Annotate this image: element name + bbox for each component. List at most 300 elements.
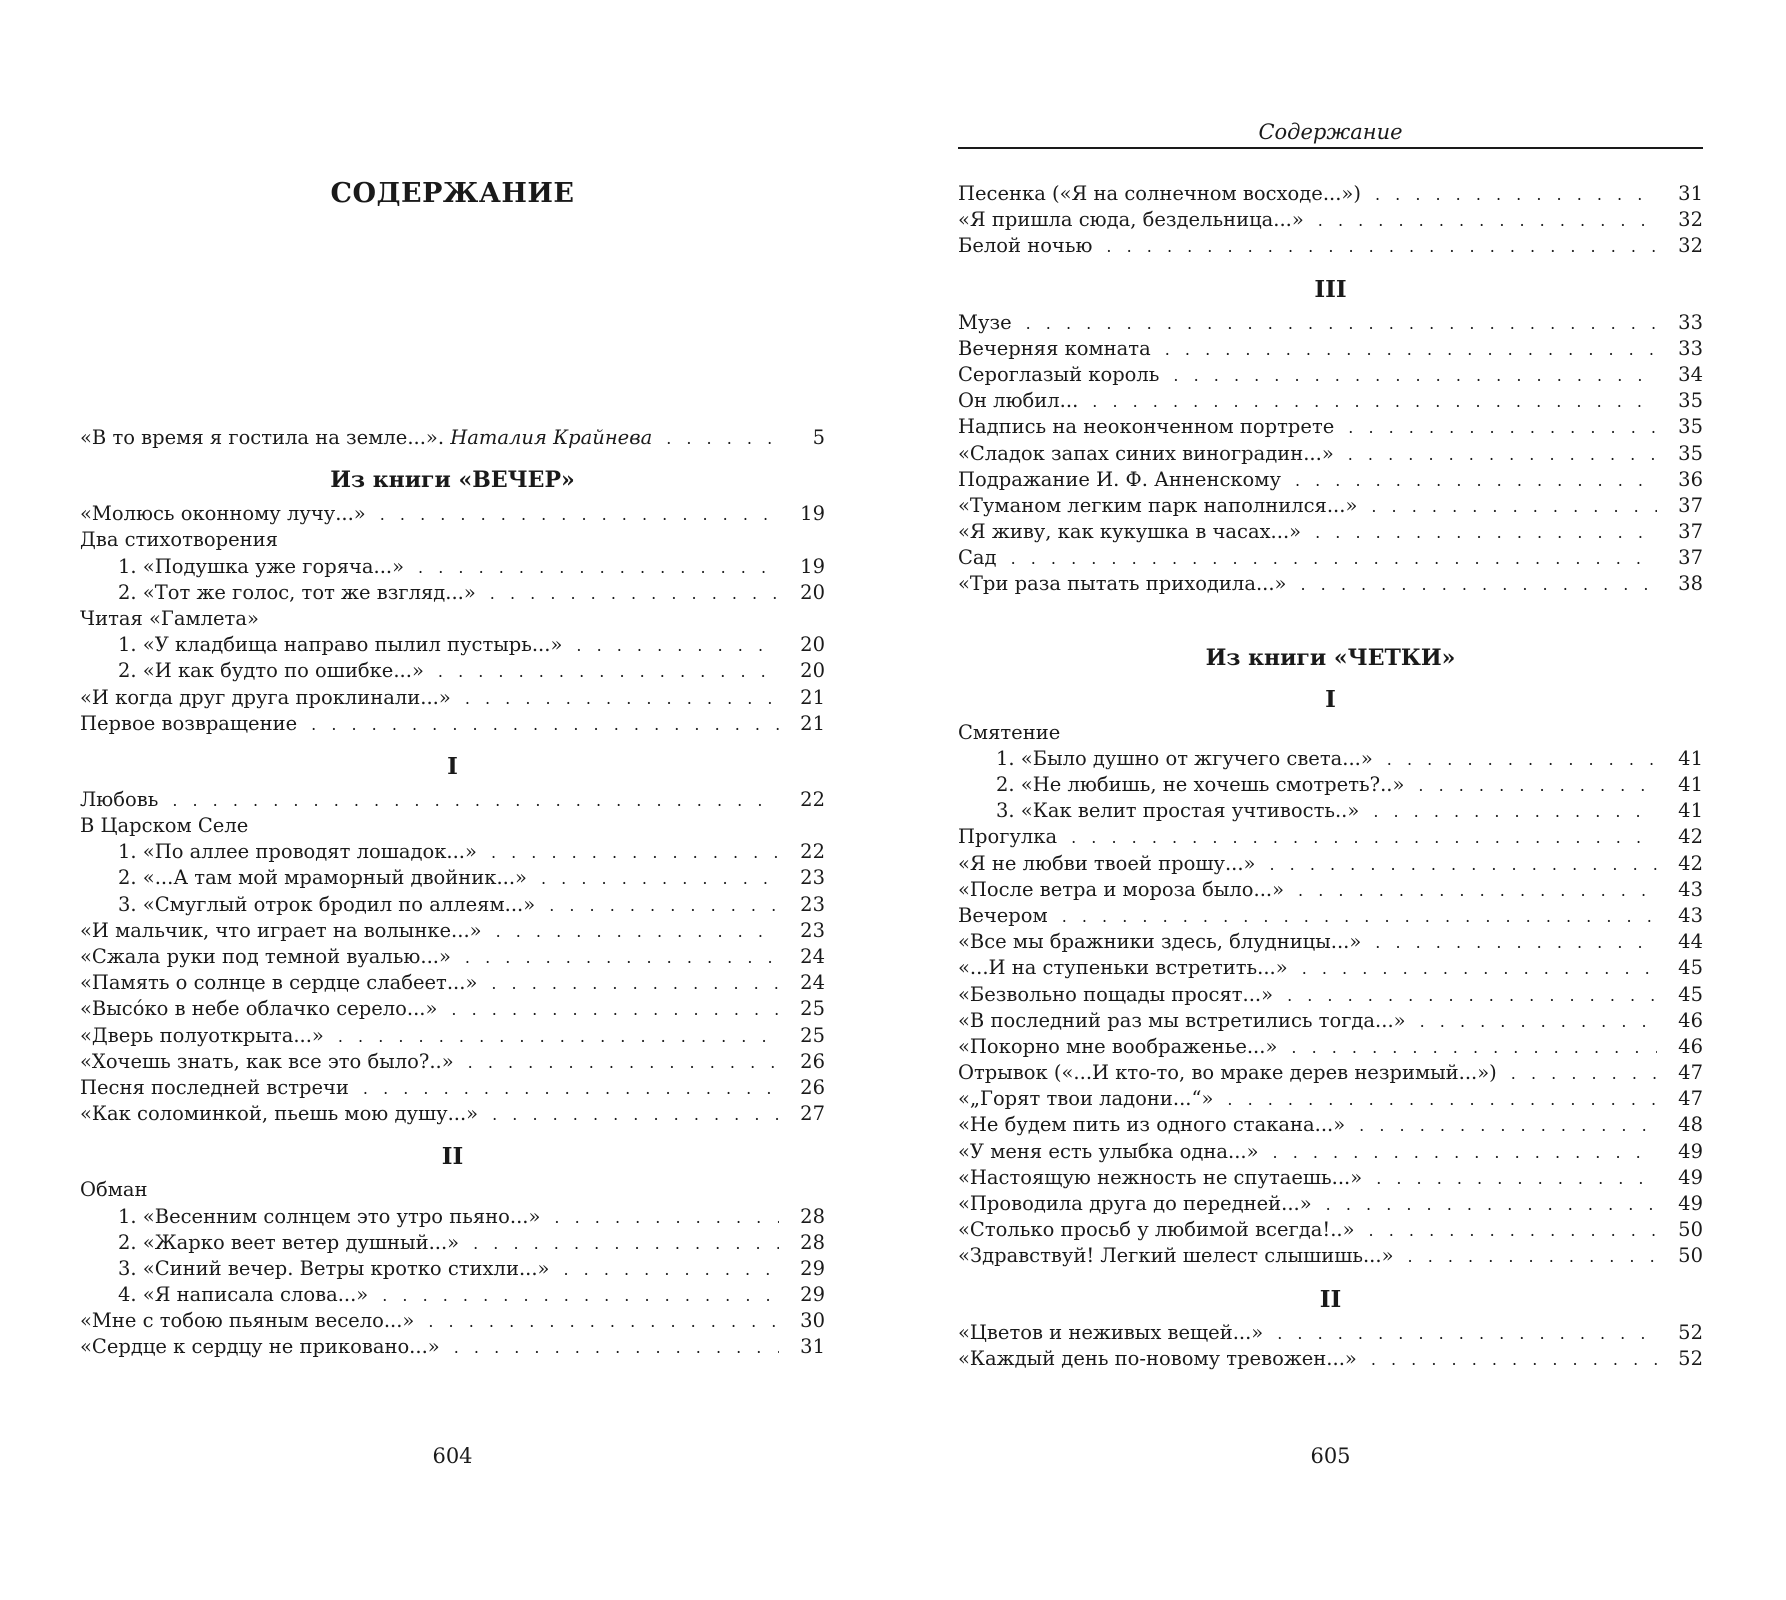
entry-title xyxy=(958,1217,1355,1243)
entry-title-text: «После ветра и мороза было...» xyxy=(958,877,1285,901)
dot-leader xyxy=(438,659,779,685)
toc-entry xyxy=(80,501,825,527)
dot-leader xyxy=(490,581,779,607)
toc-entry xyxy=(958,798,1703,824)
entry-title-text: Он любил... xyxy=(958,389,1079,413)
entry-page-number: 42 xyxy=(1678,851,1703,875)
entry-title-text: Смятение xyxy=(958,720,1061,744)
toc-entry xyxy=(958,772,1703,798)
entry-title xyxy=(958,467,1281,493)
toc-entry xyxy=(80,1023,825,1049)
entry-title xyxy=(958,233,1092,259)
entry-title xyxy=(80,1308,414,1334)
toc-entry xyxy=(958,1034,1703,1060)
entry-title-text: Сад xyxy=(958,546,997,570)
dot-leader xyxy=(172,788,779,814)
entry-page-number: 22 xyxy=(800,840,825,864)
entry-page-number: 33 xyxy=(1678,310,1703,334)
entry-title xyxy=(958,310,1012,336)
entry-page-number: 36 xyxy=(1678,467,1703,491)
entry-title xyxy=(958,1320,1263,1346)
dot-leader xyxy=(1269,852,1657,878)
entry-page-number: 35 xyxy=(1678,415,1703,439)
entry-title-text: Прогулка xyxy=(958,825,1058,849)
dot-leader xyxy=(491,840,779,866)
dot-leader xyxy=(1511,1061,1657,1087)
toc-entry xyxy=(80,1282,825,1308)
toc-entry xyxy=(80,944,825,970)
dot-leader xyxy=(491,971,779,997)
toc-group-heading xyxy=(80,1177,825,1203)
entry-title xyxy=(958,181,1361,207)
entry-page-number: 26 xyxy=(800,1075,825,1099)
section-heading: Из книги «ВЕЧЕР» xyxy=(330,467,575,494)
entry-title xyxy=(80,606,259,632)
dot-leader xyxy=(1277,1321,1657,1347)
entry-page-number: 45 xyxy=(1678,956,1703,980)
toc-entry xyxy=(958,824,1703,850)
entry-title-text: 3. «Как велит простая учтивость..» xyxy=(996,799,1360,823)
entry-title-text: Песня последней встречи xyxy=(80,1075,349,1099)
entry-title-text: 1. «По аллее проводят лошадок...» xyxy=(118,840,477,864)
entry-title-text: «Как соломинкой, пьешь мою душу...» xyxy=(80,1102,479,1126)
entry-title-text: «Проводила друга до передней...» xyxy=(958,1192,1312,1215)
entry-title xyxy=(80,1101,478,1127)
entry-title xyxy=(80,970,477,996)
entry-page-number: 46 xyxy=(1678,1008,1703,1032)
entry-title-text: «Хочешь знать, как все это было?..» xyxy=(80,1049,454,1073)
entry-title xyxy=(958,1112,1345,1138)
toc-entry xyxy=(958,467,1703,493)
entry-title-text: 3. «Смуглый отрок бродил по аллеям...» xyxy=(118,892,536,916)
entry-title-text: 3. «Синий вечер. Ветры кротко стихли...» xyxy=(118,1256,550,1280)
entry-page-number: 50 xyxy=(1678,1244,1703,1268)
entry-title-text: «Безвольно пощады просят...» xyxy=(958,982,1274,1006)
entry-title xyxy=(958,903,1048,929)
toc-entry xyxy=(80,1101,825,1127)
entry-page-number: 41 xyxy=(1678,746,1703,770)
entry-author: Наталия Крайнева xyxy=(450,426,653,449)
entry-title-text: «Каждый день по-новому тревожен...» xyxy=(958,1346,1357,1370)
toc-entry xyxy=(958,1165,1703,1191)
toc-entry xyxy=(80,685,825,711)
entry-title xyxy=(958,929,1361,955)
entry-page-number: 21 xyxy=(800,711,825,735)
header-rule xyxy=(958,147,1703,149)
entry-page-number: 34 xyxy=(1678,362,1703,386)
entry-title xyxy=(118,1204,540,1230)
entry-title xyxy=(80,1075,349,1101)
entry-title xyxy=(958,545,997,571)
entry-title-text: 2. «Тот же голос, тот же взгляд...» xyxy=(118,580,476,604)
dot-leader xyxy=(1371,494,1657,520)
entry-page-number: 44 xyxy=(1678,930,1703,954)
dot-leader xyxy=(418,555,779,581)
entry-title xyxy=(80,1049,454,1075)
dot-leader xyxy=(1092,389,1657,415)
dot-leader xyxy=(1165,337,1657,363)
entry-title xyxy=(80,527,278,553)
dot-leader xyxy=(549,893,779,919)
entry-page-number: 24 xyxy=(800,971,825,995)
dot-leader xyxy=(1348,442,1657,468)
entry-title xyxy=(118,1256,549,1282)
entry-title-text: 2. «...А там мой мраморный двойник...» xyxy=(118,866,527,890)
dot-leader xyxy=(1373,799,1657,825)
entry-title xyxy=(958,955,1288,981)
entry-page-number: 42 xyxy=(1678,825,1703,849)
toc-entry xyxy=(80,554,825,580)
section-heading: I xyxy=(447,752,458,780)
entry-page-number: 20 xyxy=(800,633,825,657)
toc-entry xyxy=(958,955,1703,981)
toc-entry xyxy=(80,865,825,891)
entry-page-number: 37 xyxy=(1678,493,1703,517)
entry-page-number: 20 xyxy=(800,659,825,683)
dot-leader xyxy=(451,997,779,1023)
entry-title-text: «Я живу, как кукушка в часах...» xyxy=(958,520,1302,544)
entry-title-text: «Сладок запах синих виноградин...» xyxy=(958,441,1334,465)
toc-entry xyxy=(80,918,825,944)
entry-title xyxy=(958,720,1060,746)
toc-entry xyxy=(958,1346,1703,1372)
toc-group-heading xyxy=(80,527,825,553)
dot-leader xyxy=(1408,1244,1657,1270)
entry-page-number: 37 xyxy=(1678,520,1703,544)
entry-title xyxy=(118,865,527,891)
entry-title xyxy=(118,632,562,658)
entry-title-text: «Высóко в небе облачко серело...» xyxy=(80,997,438,1021)
entry-page-number: 20 xyxy=(800,580,825,604)
entry-title-text: 1. «У кладбища направо пылил пустырь...» xyxy=(118,633,563,657)
dot-leader xyxy=(1376,1166,1657,1192)
entry-title-text: В Царском Селе xyxy=(80,814,249,838)
entry-page-number: 22 xyxy=(800,787,825,811)
dot-leader xyxy=(1420,1009,1657,1035)
dot-leader xyxy=(1071,825,1657,851)
entry-title xyxy=(958,362,1159,388)
toc-entry xyxy=(80,839,825,865)
entry-page-number: 19 xyxy=(800,554,825,578)
entry-title xyxy=(80,425,652,451)
toc-entry xyxy=(958,1086,1703,1112)
toc-entry xyxy=(80,632,825,658)
entry-title xyxy=(958,1243,1394,1269)
entry-title-text: Отрывок («...И кто-то, во мраке дерев незримый...») xyxy=(958,1061,1497,1085)
toc-entry xyxy=(958,851,1703,877)
entry-title-text: Музе xyxy=(958,310,1012,334)
entry-page-number: 47 xyxy=(1678,1061,1703,1085)
toc-entry xyxy=(80,1256,825,1282)
entry-title xyxy=(80,1023,324,1049)
toc-entry xyxy=(80,970,825,996)
entry-page-number: 33 xyxy=(1678,336,1703,360)
entry-title xyxy=(118,1230,459,1256)
dot-leader xyxy=(465,686,779,712)
entry-page-number: 5 xyxy=(812,426,825,449)
toc-entry xyxy=(80,1308,825,1334)
entry-page-number: 32 xyxy=(1678,208,1703,232)
entry-title-text: «Цветов и неживых вещей...» xyxy=(958,1320,1264,1344)
entry-title-text: «Столько просьб у любимой всегда!..» xyxy=(958,1218,1355,1242)
entry-title xyxy=(958,519,1301,545)
section-heading: Из книги «ЧЕТКИ» xyxy=(1205,644,1456,671)
toc-entry xyxy=(958,1217,1703,1243)
toc-entry xyxy=(958,1060,1703,1086)
entry-page-number: 43 xyxy=(1678,903,1703,927)
entry-page-number: 29 xyxy=(800,1256,825,1280)
entry-title xyxy=(958,1034,1277,1060)
entry-title xyxy=(80,685,451,711)
page-number-left: 604 xyxy=(432,1444,473,1468)
toc-entry xyxy=(80,996,825,1022)
toc-entry xyxy=(958,441,1703,467)
entry-title-text: «В то время я гостила на земле...». xyxy=(80,426,445,449)
entry-title-text: Вечерняя комната xyxy=(958,336,1151,360)
entry-page-number: 41 xyxy=(1678,799,1703,823)
entry-title xyxy=(118,839,477,865)
entry-title xyxy=(996,798,1359,824)
entry-title xyxy=(118,1282,368,1308)
entry-title xyxy=(118,892,535,918)
section-heading: II xyxy=(441,1143,464,1171)
entry-page-number: 28 xyxy=(800,1204,825,1228)
toc-entry xyxy=(958,571,1703,597)
dot-leader xyxy=(465,945,779,971)
entry-title-text: «Все мы бражники здесь, блудницы...» xyxy=(958,930,1362,954)
dot-leader xyxy=(338,1024,779,1050)
toc-entry xyxy=(958,982,1703,1008)
dot-leader xyxy=(1375,182,1657,208)
dot-leader xyxy=(1359,1113,1657,1139)
entry-page-number: 29 xyxy=(800,1283,825,1307)
entry-title-text: Надпись на неоконченном портрете xyxy=(958,415,1335,439)
entry-title-text: Два стихотворения xyxy=(80,528,278,552)
toc-entry xyxy=(80,1204,825,1230)
contents-title: СОДЕРЖАНИЕ xyxy=(330,178,575,209)
entry-title-text: «У меня есть улыбка одна...» xyxy=(958,1139,1259,1163)
entry-title xyxy=(118,554,404,580)
entry-title-text: Песенка («Я на солнечном восходе...») xyxy=(958,182,1361,205)
toc-group-heading xyxy=(80,606,825,632)
entry-title xyxy=(958,1008,1406,1034)
entry-title-text: «Не будем пить из одного стакана...» xyxy=(958,1113,1346,1137)
entry-page-number: 19 xyxy=(800,502,825,526)
toc-entry xyxy=(80,1230,825,1256)
entry-title xyxy=(958,982,1273,1008)
dot-leader xyxy=(576,633,779,659)
entry-title xyxy=(958,336,1151,362)
dot-leader xyxy=(363,1076,779,1102)
dot-leader xyxy=(380,502,779,528)
toc-entry xyxy=(80,425,825,451)
entry-title xyxy=(80,918,482,944)
entry-title-text: «Я не любви твоей прошу...» xyxy=(958,851,1256,875)
toc-entry xyxy=(80,658,825,684)
entry-title xyxy=(958,1139,1259,1165)
entry-title xyxy=(80,813,248,839)
entry-page-number: 49 xyxy=(1678,1139,1703,1163)
dot-leader xyxy=(1369,1218,1657,1244)
right-page xyxy=(958,0,1703,1600)
entry-title-text: «В последний раз мы встретились тогда...» xyxy=(958,1008,1406,1032)
toc-entry xyxy=(958,388,1703,414)
dot-leader xyxy=(1011,546,1657,572)
entry-page-number: 31 xyxy=(1678,182,1703,205)
dot-leader xyxy=(382,1283,779,1309)
toc-entry xyxy=(958,1191,1703,1217)
toc-entry xyxy=(80,580,825,606)
dot-leader xyxy=(473,1231,779,1257)
entry-title-text: 1. «Весенним солнцем это утро пьяно...» xyxy=(118,1204,541,1228)
section-heading: I xyxy=(1325,685,1336,713)
entry-title-text: «Покорно мне воображенье...» xyxy=(958,1034,1278,1058)
entry-page-number: 25 xyxy=(800,1023,825,1047)
dot-leader xyxy=(1026,311,1657,337)
entry-title xyxy=(958,571,1286,597)
entry-title-text: 2. «Жарко веет ветер душный...» xyxy=(118,1230,460,1254)
toc-entry xyxy=(80,1049,825,1075)
entry-title xyxy=(80,1334,440,1360)
entry-title xyxy=(958,851,1255,877)
section-heading: III xyxy=(1314,275,1347,303)
toc-entry xyxy=(80,711,825,737)
toc-entry xyxy=(958,545,1703,571)
dot-leader xyxy=(428,1309,779,1335)
entry-title-text: Сероглазый король xyxy=(958,362,1160,386)
entry-title xyxy=(958,824,1057,850)
dot-leader xyxy=(492,1102,779,1128)
dot-leader xyxy=(541,866,779,892)
entry-title xyxy=(958,1086,1213,1112)
entry-title xyxy=(958,1165,1362,1191)
entry-title-text: 2. «И как будто по ошибке...» xyxy=(118,659,424,683)
entry-title-text: Белой ночью xyxy=(958,234,1093,258)
dot-leader xyxy=(1387,747,1657,773)
entry-page-number: 25 xyxy=(800,997,825,1021)
entry-title xyxy=(80,1177,148,1203)
entry-title xyxy=(958,877,1284,903)
dot-leader xyxy=(1295,468,1657,494)
toc-entry xyxy=(80,1075,825,1101)
entry-title-text: Любовь xyxy=(80,787,159,811)
entry-title xyxy=(80,996,437,1022)
entry-page-number: 47 xyxy=(1678,1087,1703,1111)
entry-title xyxy=(958,388,1078,414)
dot-leader xyxy=(1300,572,1657,598)
toc-entry xyxy=(958,877,1703,903)
entry-page-number: 23 xyxy=(800,892,825,916)
entry-title-text: «...И на ступеньки встретить...» xyxy=(958,956,1288,980)
dot-leader xyxy=(1418,773,1657,799)
entry-title-text: «Дверь полуоткрыта...» xyxy=(80,1023,324,1047)
entry-page-number: 23 xyxy=(800,866,825,890)
entry-title xyxy=(80,787,158,813)
toc-entry xyxy=(958,493,1703,519)
entry-title-text: 1. «Подушка уже горяча...» xyxy=(118,554,405,578)
toc-group-heading xyxy=(958,720,1703,746)
dot-leader xyxy=(1318,208,1657,234)
dot-leader xyxy=(311,712,779,738)
section-heading: II xyxy=(1319,1285,1342,1313)
toc-entry xyxy=(958,233,1703,259)
toc-entry xyxy=(80,787,825,813)
entry-title-text: Первое возвращение xyxy=(80,711,298,735)
entry-title-text: «И когда друг друга проклинали...» xyxy=(80,685,451,709)
entry-page-number: 41 xyxy=(1678,773,1703,796)
dot-leader xyxy=(563,1257,779,1283)
entry-page-number: 35 xyxy=(1678,441,1703,465)
entry-title xyxy=(958,493,1357,519)
toc-entry xyxy=(958,903,1703,929)
dot-leader xyxy=(1291,1035,1657,1061)
entry-page-number: 24 xyxy=(800,945,825,968)
entry-title-text: «Я пришла сюда, бездельница...» xyxy=(958,208,1304,232)
toc-entry xyxy=(958,1112,1703,1138)
toc-entry xyxy=(958,519,1703,545)
entry-title xyxy=(958,441,1334,467)
toc-entry xyxy=(80,892,825,918)
entry-page-number: 49 xyxy=(1678,1165,1703,1189)
entry-title-text: «И мальчик, что играет на волынке...» xyxy=(80,918,482,942)
dot-leader xyxy=(468,1050,779,1076)
entry-page-number: 50 xyxy=(1678,1218,1703,1242)
entry-page-number: 32 xyxy=(1678,234,1703,258)
entry-page-number: 46 xyxy=(1678,1034,1703,1058)
entry-page-number: 30 xyxy=(800,1309,825,1333)
entry-title xyxy=(118,580,476,606)
toc-entry xyxy=(958,1139,1703,1165)
left-page xyxy=(80,0,825,1600)
dot-leader xyxy=(1348,415,1657,441)
toc-entry xyxy=(958,336,1703,362)
entry-title xyxy=(996,772,1404,798)
entry-page-number: 45 xyxy=(1678,982,1703,1006)
entry-title-text: «Сердце к сердцу не приковано...» xyxy=(80,1335,440,1359)
entry-title xyxy=(80,944,451,970)
entry-title xyxy=(958,1060,1497,1086)
toc-entry xyxy=(958,414,1703,440)
dot-leader xyxy=(1273,1140,1657,1166)
dot-leader xyxy=(1302,956,1657,982)
entry-title-text: 4. «Я написала слова...» xyxy=(118,1283,369,1307)
entry-page-number: 48 xyxy=(1678,1113,1703,1137)
entry-title-text: «Молюсь оконному лучу...» xyxy=(80,502,366,526)
dot-leader xyxy=(1106,234,1657,260)
dot-leader xyxy=(1375,930,1657,956)
page-number-right: 605 xyxy=(1310,1444,1351,1468)
entry-page-number: 43 xyxy=(1678,877,1703,901)
toc-entry xyxy=(958,1320,1703,1346)
entry-title xyxy=(958,1346,1357,1372)
toc-entry xyxy=(958,310,1703,336)
entry-title-text: Подражание И. Ф. Анненскому xyxy=(958,467,1281,491)
toc-right xyxy=(958,181,1703,1372)
entry-title-text: «Память о солнце в сердце слабеет...» xyxy=(80,971,478,995)
entry-page-number: 31 xyxy=(800,1335,825,1359)
entry-page-number: 21 xyxy=(800,685,825,709)
toc-entry xyxy=(958,746,1703,772)
entry-title xyxy=(80,711,297,737)
entry-title-text: 2. «Не любишь, не хочешь смотреть?..» xyxy=(996,773,1405,796)
toc-entry xyxy=(958,929,1703,955)
toc-entry xyxy=(958,362,1703,388)
entry-page-number: 38 xyxy=(1678,572,1703,596)
entry-title-text: «Здравствуй! Легкий шелест слышишь...» xyxy=(958,1244,1394,1268)
toc-left xyxy=(80,425,825,1361)
toc-group-heading xyxy=(80,813,825,839)
entry-title-text: Обман xyxy=(80,1178,148,1202)
